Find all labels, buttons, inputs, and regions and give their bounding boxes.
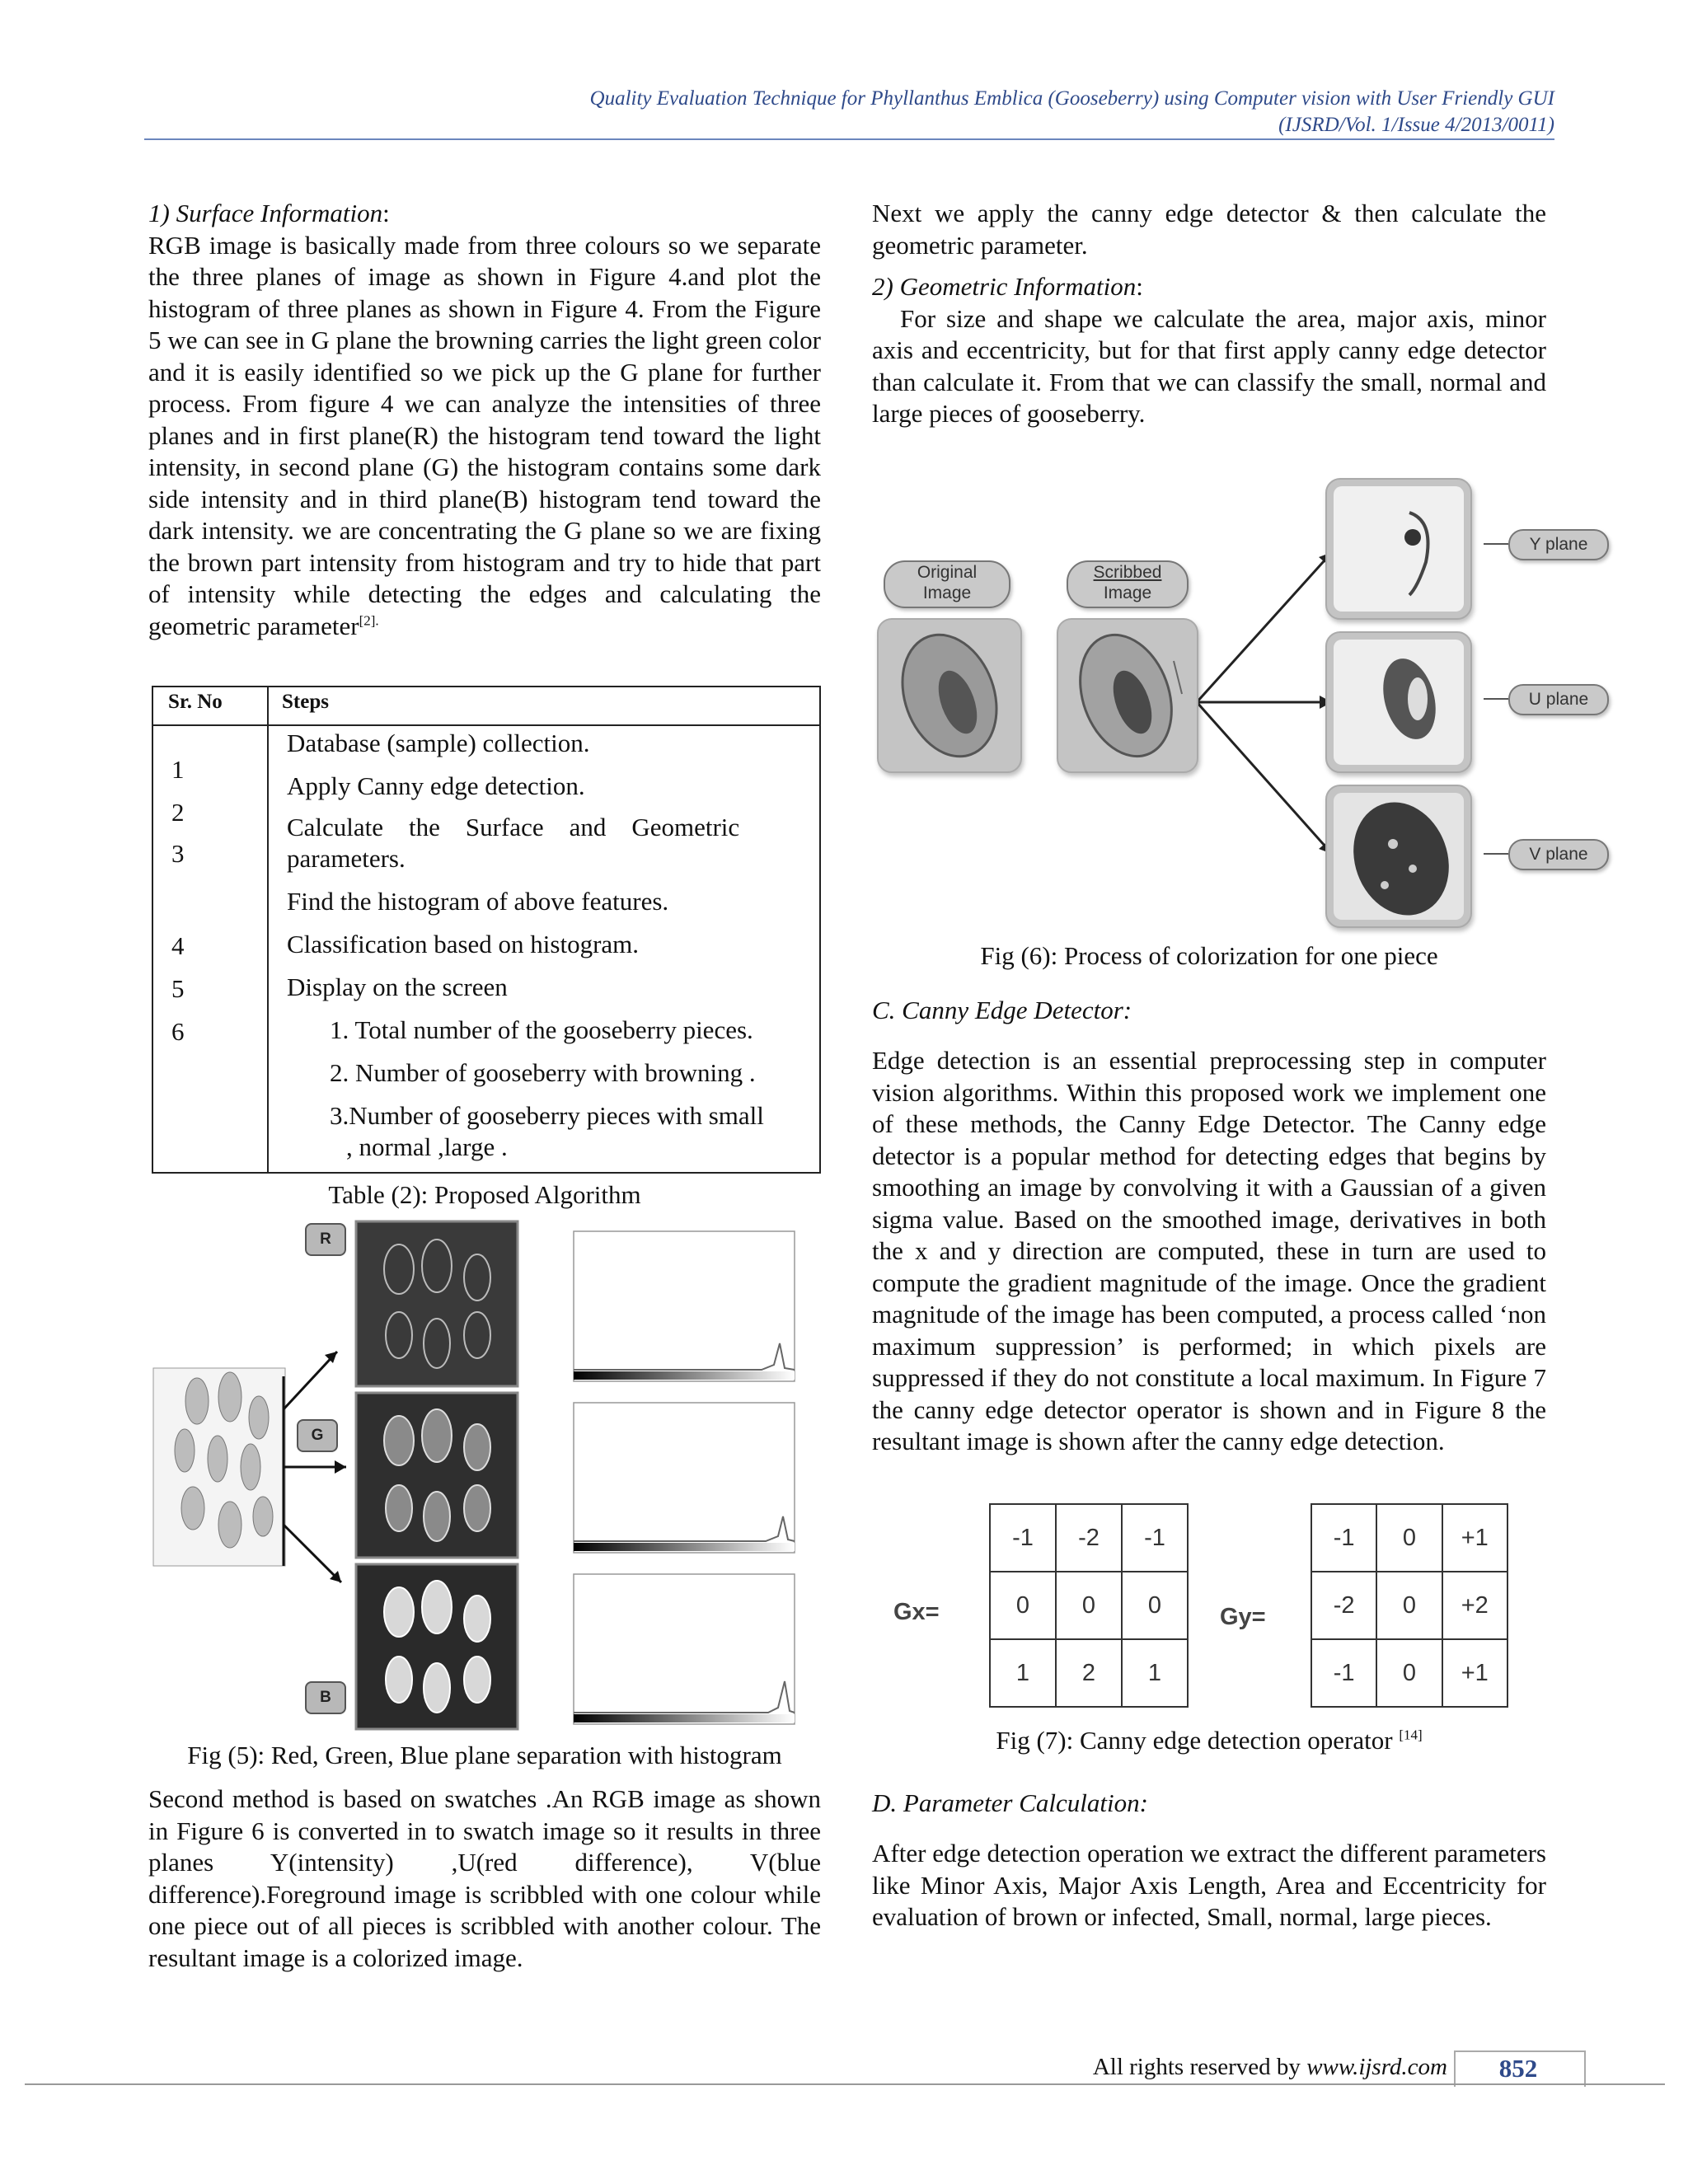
b-plane-tag: B	[305, 1681, 346, 1714]
y-plane-icon	[1327, 480, 1470, 618]
surface-section	[148, 198, 821, 642]
table-row-number: 4	[171, 931, 185, 960]
swatch-paragraph: Second method is based on swatches .An RGB image as shown in Figure 6 is converted in to swatch image so it results in three planes Y(intensity) ,U(red difference), V(blue difference).Foreground image is scribbled with one colour while one piece out of all pieces is scribbled with another colour. The resultant image is a colorized image.	[148, 1784, 821, 1972]
table-row-number: 6	[171, 1017, 185, 1046]
surface-heading: 1) Surface Information:	[148, 199, 390, 227]
table-column-divider	[267, 687, 269, 1172]
u-plane-label: U plane	[1508, 684, 1609, 715]
table-step: Apply Canny edge detection.	[287, 771, 585, 800]
g-plane-tag: G	[297, 1419, 338, 1452]
figure-7-caption: Fig (7): Canny edge detection operator [14]	[996, 1726, 1423, 1755]
parameter-paragraph: After edge detection operation we extract the different parameters like Minor Axis, Major Axis Length, Area and Eccentricity for evaluation of brown or infected, Small, normal, large pieces.	[872, 1839, 1546, 1931]
gy-cell: 0	[1376, 1639, 1442, 1707]
gooseberry-scribbed-icon	[1058, 620, 1197, 771]
algorithm-table	[152, 686, 821, 1174]
gy-cell: +1	[1442, 1639, 1507, 1707]
scribbed-image-label: Scribbed Image	[1067, 560, 1189, 608]
table-substep: 1. Total number of the gooseberry pieces.	[330, 1015, 753, 1044]
figure-canny-operator	[874, 1500, 1508, 1708]
gx-cell: 0	[1122, 1572, 1188, 1639]
gy-cell: 0	[1376, 1504, 1442, 1572]
gx-cell: -1	[1122, 1504, 1188, 1572]
rgb-plane-diagram	[152, 1220, 803, 1731]
gx-operator-grid	[989, 1503, 1189, 1708]
canny-heading: C. Canny Edge Detector:	[872, 996, 1132, 1024]
surface-paragraph: RGB image is basically made from three colours so we separate the three planes of image as shown in Figure 4.and plot the histogram of three planes as shown in Figure 4. From the Figure 5 we can see in G plane the browning carries the light green color and it is easily identified so we pick up the G plane for further process. From figure 4 we can analyze the intensities of three planes and in first plane(R) the histogram tend toward the light intensity, in second plane (G) the histogram contains some dark side intensity and in third plane(B) histogram tend toward the dark intensity. we are concentrating the G plane so we are fixing the brown part intensity from histogram and try to hide that part of intensity while detecting the edges and calculating the geometric parameter$^{[2].}$	[148, 230, 821, 640]
table-substep: 2. Number of gooseberry with browning .	[330, 1058, 756, 1087]
running-header-title: Quality Evaluation Technique for Phyllanthus Emblica (Gooseberry) using Computer vision with User Friendly GUI	[589, 87, 1554, 110]
gy-cell: 0	[1376, 1572, 1442, 1639]
table-caption: Table (2): Proposed Algorithm	[328, 1180, 641, 1209]
table-header-srno: Sr. No	[168, 691, 223, 713]
y-plane-frame	[1325, 478, 1472, 620]
gx-cell: -1	[990, 1504, 1056, 1572]
table-substep: 3.Number of gooseberry pieces with small	[330, 1101, 764, 1130]
gx-cell: 2	[1056, 1639, 1122, 1707]
v-plane-label: V plane	[1508, 839, 1609, 870]
gy-cell: +2	[1442, 1572, 1507, 1639]
footer-site-link[interactable]: www.ijsrd.com	[1306, 2054, 1447, 2080]
geometric-paragraph: For size and shape we calculate the area, major axis, minor axis and eccentricity, but for that first apply canny edge detector than calculate it. From that we can classify the small, normal and large pieces of gooseberry.	[872, 303, 1546, 428]
geometric-section	[872, 198, 1546, 430]
u-plane-frame	[1325, 631, 1472, 773]
surface-citation: [2].	[359, 612, 379, 629]
footer-rule	[25, 2083, 1665, 2085]
gy-cell: -2	[1311, 1572, 1376, 1639]
parameter-heading: D. Parameter Calculation:	[872, 1788, 1148, 1817]
table-step: Find the histogram of above features.	[287, 887, 669, 916]
gx-cell: -2	[1056, 1504, 1122, 1572]
geometric-heading: 2) Geometric Information:	[872, 272, 1143, 301]
u-plane-icon	[1327, 633, 1470, 771]
figure-rgb-separation	[152, 1220, 803, 1731]
table-step: Display on the screen	[287, 972, 508, 1001]
table-step: parameters.	[287, 844, 406, 873]
table-row-number: 1	[171, 755, 185, 784]
gx-label: Gx=	[893, 1599, 940, 1625]
table-step: Database (sample) collection.	[287, 729, 590, 757]
gx-cell: 1	[990, 1639, 1056, 1707]
gooseberry-original-icon	[879, 620, 1020, 771]
header-rule	[144, 138, 1554, 140]
figure-7-citation: [14]	[1399, 1727, 1423, 1743]
v-plane-icon	[1327, 786, 1470, 926]
table-header-steps: Steps	[282, 691, 329, 713]
page-number: 852	[1498, 2054, 1538, 2083]
gy-cell: +1	[1442, 1504, 1507, 1572]
table-header-divider	[153, 724, 819, 726]
gx-cell: 1	[1122, 1639, 1188, 1707]
y-plane-label: Y plane	[1508, 529, 1609, 560]
gy-cell: -1	[1311, 1504, 1376, 1572]
next-paragraph: Next we apply the canny edge detector & then calculate the geometric parameter.	[872, 199, 1546, 260]
table-substep: , normal ,large .	[346, 1132, 508, 1161]
r-plane-tag: R	[305, 1223, 346, 1256]
original-image-label: Original Image	[884, 560, 1010, 608]
gy-cell: -1	[1311, 1639, 1376, 1707]
figure-5-caption: Fig (5): Red, Green, Blue plane separation with histogram	[187, 1741, 782, 1769]
scribbed-image-frame	[1057, 618, 1198, 773]
running-header-journal: (IJSRD/Vol. 1/Issue 4/2013/0011)	[1278, 114, 1554, 136]
figure-6-caption: Fig (6): Process of colorization for one piece	[980, 941, 1438, 970]
original-image-frame	[877, 618, 1022, 773]
footer-rights: All rights reserved by www.ijsrd.com	[1092, 2054, 1447, 2080]
gx-cell: 0	[990, 1572, 1056, 1639]
v-plane-frame	[1325, 785, 1472, 928]
canny-paragraph: Edge detection is an essential preprocessing step in computer vision algorithms. Within this proposed work we implement one of these methods, the Canny Edge Detector. The Canny edge detector is a popular method for detecting edges that begins by smoothing an image by convolving it with a Gaussian of a given sigma value. Based on the smoothed image, derivatives in both the x and y direction are computed, these in turn are used to compute the gradient magnitude of the image. Once the gradient magnitude of the image has been computed, a process called ‘non maximum suppression’ is performed; in which pixels are suppressed if they do not constitute a local maximum. In Figure 7 the canny edge detector operator is shown and in Figure 8 the resultant image is shown after the canny edge detection.	[872, 1046, 1546, 1455]
gy-operator-grid	[1311, 1503, 1508, 1708]
table-step: Classification based on histogram.	[287, 930, 640, 958]
figure-colorization	[874, 478, 1614, 931]
table-row-number: 3	[171, 839, 185, 868]
table-step: Calculate the Surface and Geometric	[287, 813, 740, 841]
table-row-number: 5	[171, 974, 185, 1003]
gy-label: Gy=	[1220, 1604, 1266, 1630]
table-row-number: 2	[171, 798, 185, 827]
gx-cell: 0	[1056, 1572, 1122, 1639]
